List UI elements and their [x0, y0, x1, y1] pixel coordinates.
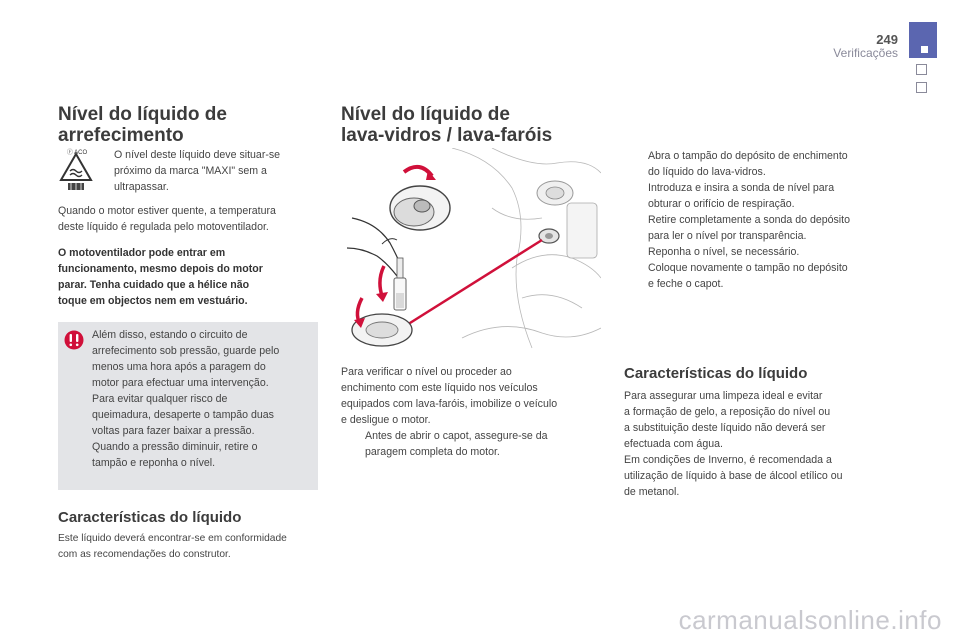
text-line: queimadura, desaperte o tampão duas — [92, 409, 274, 421]
text-line: Antes de abrir o capot, assegure-se da — [365, 430, 548, 442]
watermark: carmanualsonline.info — [678, 605, 942, 635]
text-line: deste líquido é regulada pelo motoventilador. — [58, 221, 269, 233]
icon-lettering: Ⓕ ACO — [66, 150, 88, 156]
heading: Características do líquido — [624, 365, 808, 382]
right-char-title — [624, 365, 807, 382]
warning-text — [92, 327, 316, 471]
text-line: O motoventilador pode entrar em — [58, 247, 226, 259]
text-line: motor para efectuar uma intervenção. — [92, 377, 269, 389]
middle-bullet-list — [341, 428, 601, 460]
text-line: para ler o nível por transparência. — [648, 230, 807, 242]
text-line: O nível deste líquido deve situar-se — [114, 149, 281, 161]
right-steps-list — [624, 148, 894, 292]
list-item — [624, 260, 894, 292]
middle-title-line1: Nível do líquido de — [341, 104, 510, 125]
text-line: Quando a pressão diminuir, retire o — [92, 441, 258, 453]
list-item — [341, 428, 601, 460]
text-line: utilização de líquido à base de álcool etílico ou — [624, 470, 843, 482]
left-title-line2: arrefecimento — [58, 125, 184, 146]
left-title-line1: Nível do líquido de — [58, 104, 227, 125]
text-line: Para assegurar uma limpeza ideal e evitar — [624, 390, 823, 402]
text-line: a formação de gelo, a reposição do nível ou — [624, 406, 831, 418]
text-line: Além disso, estando o circuito de — [92, 329, 248, 341]
check-paragraph — [341, 364, 597, 428]
list-item — [624, 212, 894, 244]
text-line: enchimento com este líquido nos veículos — [341, 382, 538, 394]
text-line: paragem completa do motor. — [365, 446, 500, 458]
text-line: e feche o capot. — [648, 278, 724, 290]
text-line: Reponha o nível, se necessário. — [648, 246, 800, 258]
list-item — [624, 244, 894, 260]
text-line: Em condições de Inverno, é recomendada a — [624, 454, 832, 466]
list-item — [624, 180, 894, 212]
text-line: a substituição deste líquido não deverá ser — [624, 422, 826, 434]
fan-warning-paragraph — [58, 245, 320, 309]
text-line: do líquido do lava-vidros. — [648, 166, 766, 178]
section-label: Verificações — [833, 46, 898, 60]
text-line: Retire completamente a sonda do depósito — [648, 214, 850, 226]
text-line: Para evitar qualquer risco de — [92, 393, 228, 405]
text-line: Quando o motor estiver quente, a temperatura — [58, 205, 276, 217]
warning-icon — [64, 330, 84, 355]
temperature-paragraph — [58, 203, 320, 235]
left-title — [58, 104, 227, 146]
text-line: toque em objectos nem em vestuário. — [58, 295, 248, 307]
left-char-paragraph — [58, 531, 328, 563]
washer-reservoir-illustration — [342, 148, 601, 355]
middle-title-line2: lava-vidros / lava-faróis — [341, 125, 553, 146]
text-line: tampão e reponha o nível. — [92, 457, 216, 469]
chapter-tab-square[interactable] — [916, 82, 927, 93]
text-line: Introduza e insira a sonda de nível para — [648, 182, 835, 194]
list-item — [624, 148, 894, 180]
right-char-paragraph — [624, 388, 894, 500]
text-line: ultrapassar. — [114, 181, 169, 193]
text-line: de metanol. — [624, 486, 680, 498]
text-line: Para verificar o nível ou proceder ao — [341, 366, 512, 378]
page-number: 249 — [876, 32, 898, 47]
heading: Características do líquido — [58, 509, 242, 526]
text-line: parar. Tenha cuidado que a hélice não — [58, 279, 250, 291]
text-line: voltas para fazer baixar a pressão. — [92, 425, 255, 437]
text-line: Abra o tampão do depósito de enchimento — [648, 150, 848, 162]
text-line: funcionamento, mesmo depois do motor — [58, 263, 263, 275]
chapter-tab-marker — [921, 46, 928, 53]
text-line: efectuada com água. — [624, 438, 723, 450]
chapter-tab-square[interactable] — [916, 64, 927, 75]
text-line: e desligue o motor. — [341, 414, 431, 426]
text-line: próximo da marca "MAXI" sem a — [114, 165, 267, 177]
middle-title — [341, 104, 552, 146]
left-char-title — [58, 509, 241, 526]
text-line: equipados com lava-faróis, imobilize o veículo — [341, 398, 558, 410]
marker-paragraph — [114, 147, 314, 195]
text-line: Este líquido deverá encontrar-se em conformidade — [58, 533, 287, 544]
text-line: com as recomendações do construtor. — [58, 549, 231, 560]
text-line: arrefecimento sob pressão, guarde pelo — [92, 345, 280, 357]
text-line: Coloque novamente o tampão no depósito — [648, 262, 848, 274]
text-line: menos uma hora após a paragem do — [92, 361, 266, 373]
text-line: obturar o orifício de respiração. — [648, 198, 795, 210]
